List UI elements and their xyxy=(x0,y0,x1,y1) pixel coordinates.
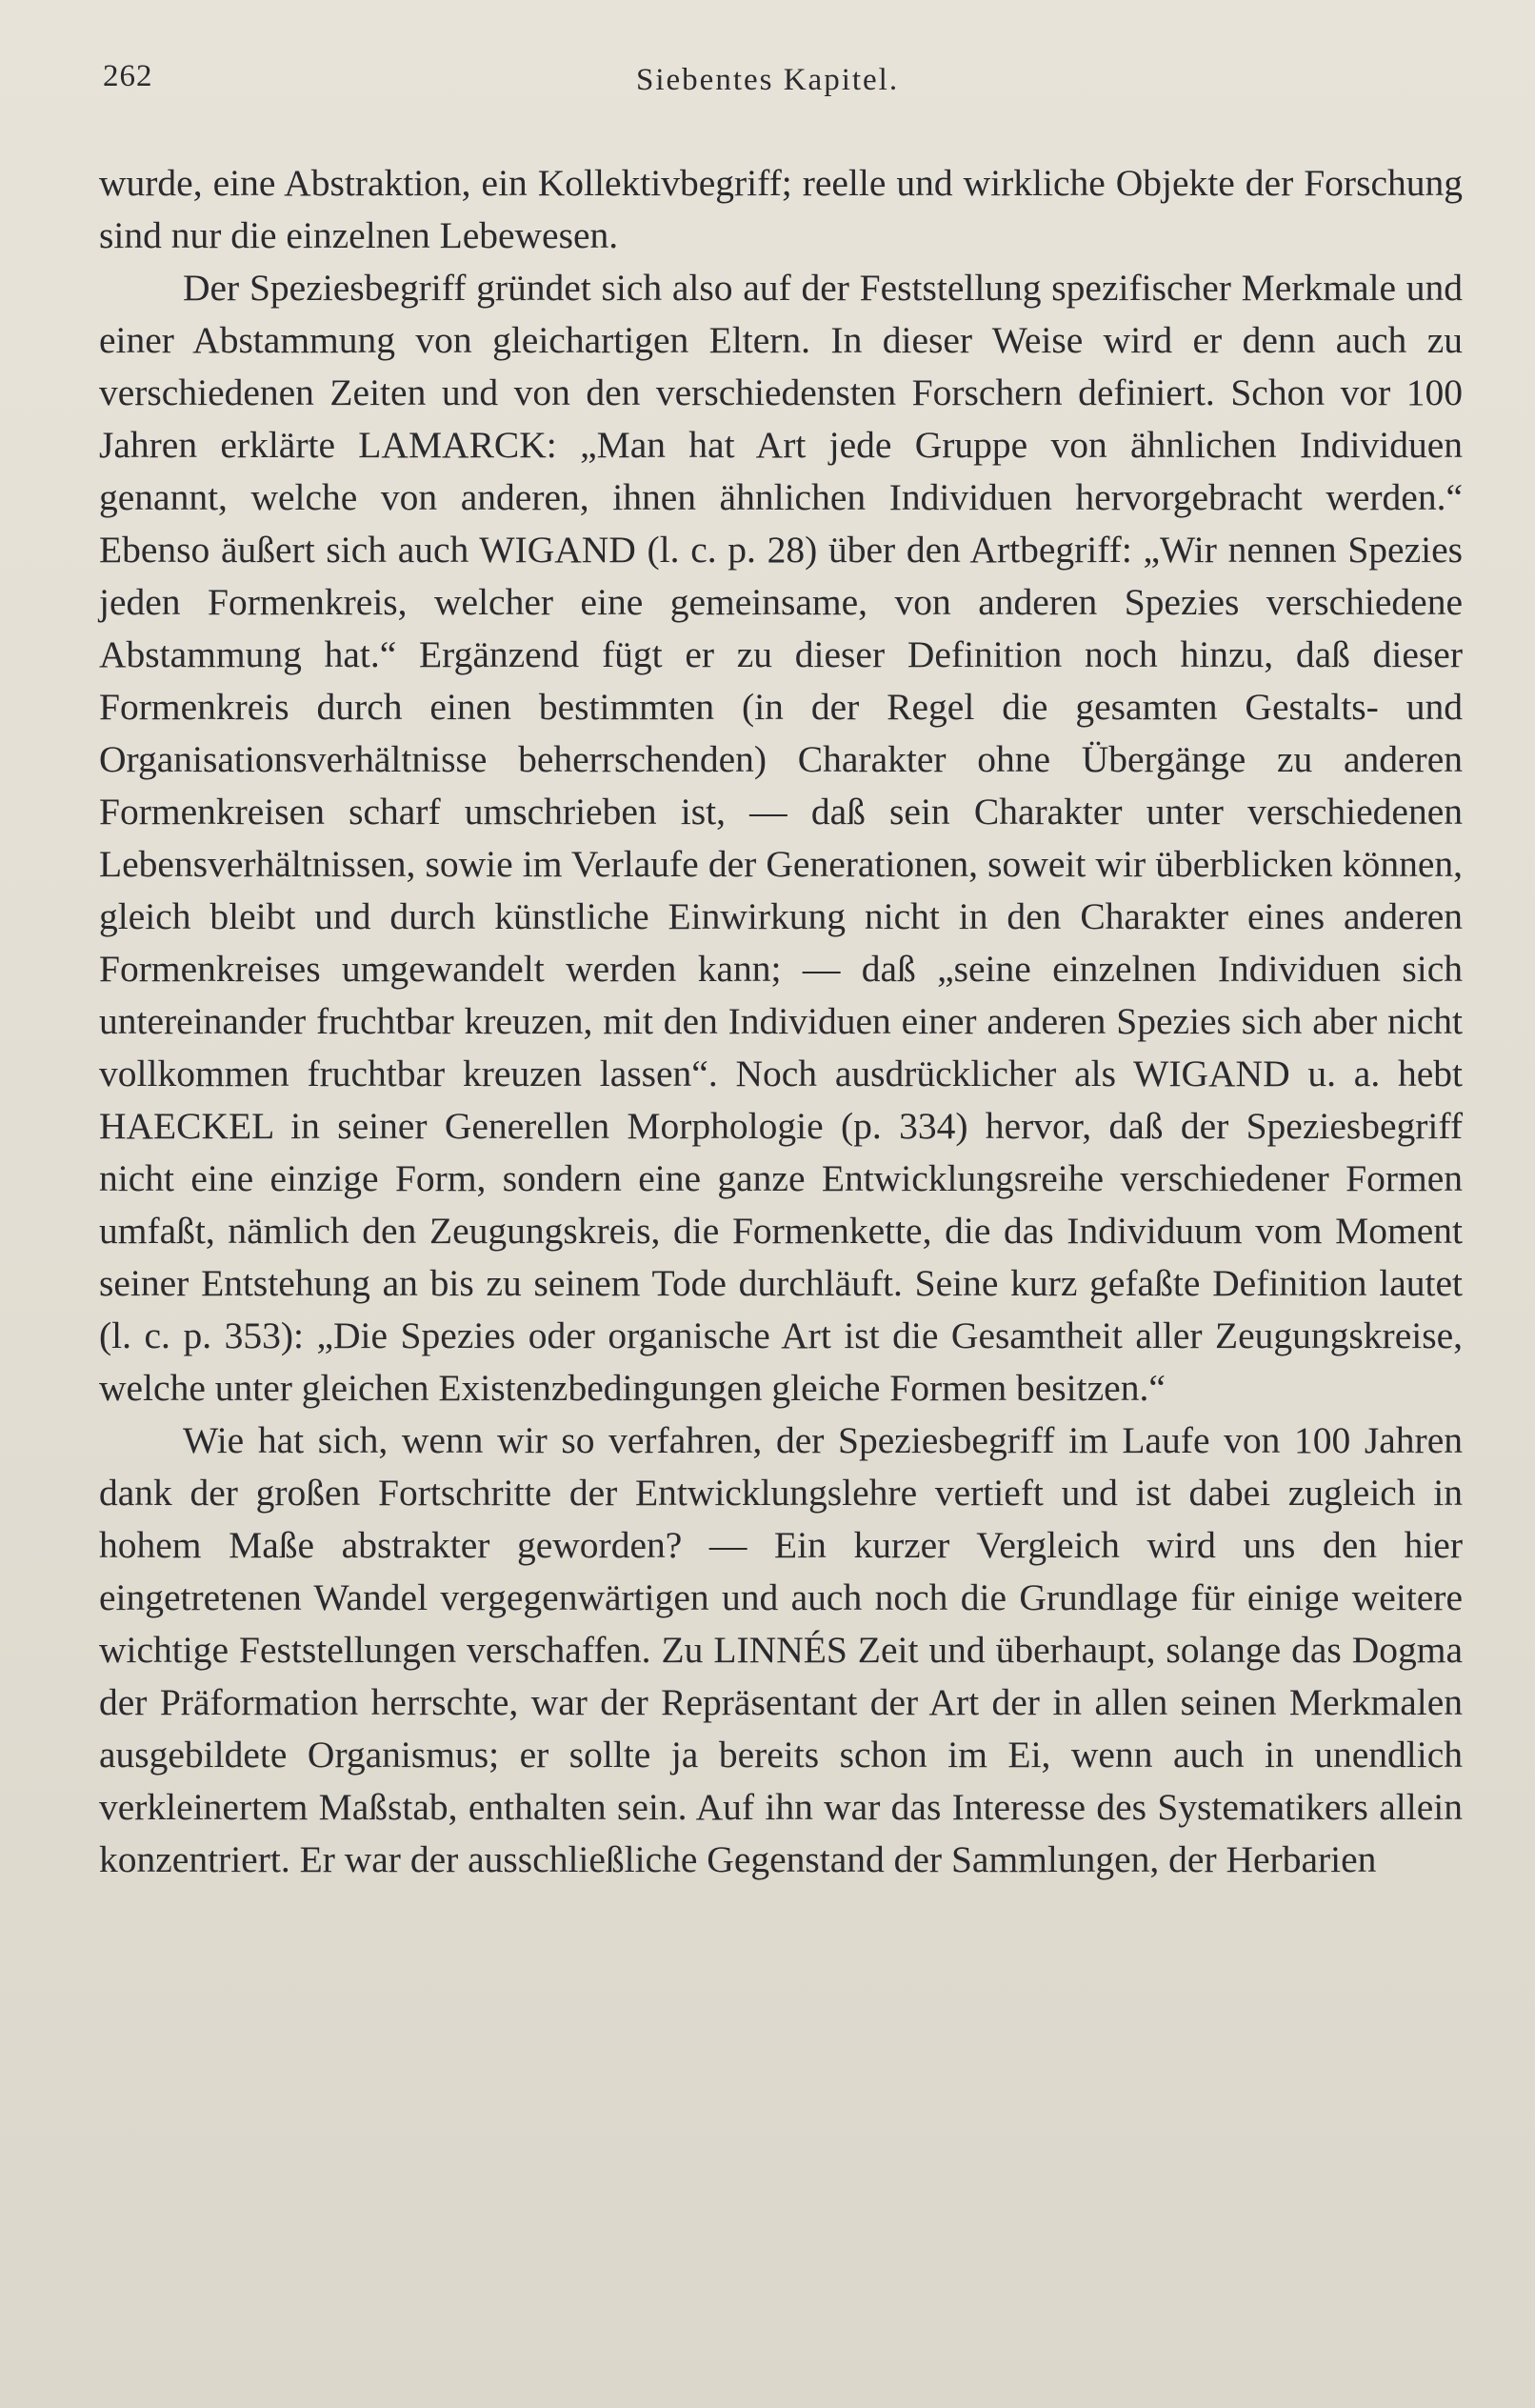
paragraph-continuation: wurde, eine Abstraktion, ein Kollektivbegriff; reelle und wirkliche Objekte der Forschung sind nur die einzelnen Lebewesen. xyxy=(99,162,1463,256)
body-text xyxy=(99,157,1463,1886)
chapter-title: Siebentes Kapitel. xyxy=(636,63,900,97)
paragraph-species-definition: Der Speziesbegriff gründet sich also auf der Feststellung spezifischer Merkmale und einer Abstammung von gleichartigen Eltern. In dieser Weise wird er denn auch zu verschiedenen Zeiten und von den verschiedensten Forschern definiert. Schon vor 100 Jahren erklärte LAMARCK: „Man hat Art jede Gruppe von ähnlichen Individuen genannt, welche von anderen, ihnen ähnlichen Individuen hervorgebracht werden.“ Ebenso äußert sich auch WIGAND (l. c. p. 28) über den Artbegriff: „Wir nennen Spezies jeden Formenkreis, welcher eine gemeinsame, von anderen Spezies verschiedene Abstammung hat.“ Ergänzend fügt er zu dieser Definition noch hinzu, daß dieser Formenkreis durch einen bestimmten (in der Regel die gesamten Gestalts- und Organisationsverhältnisse beherrschenden) Charakter ohne Übergänge zu anderen Formenkreisen scharf umschrieben ist, — daß sein Charakter unter verschiedenen Lebensverhältnissen, sowie im Verlaufe der Generationen, soweit wir überblicken können, gleich bleibt und durch künstliche Einwirkung nicht in den Charakter eines anderen Formenkreises umgewandelt werden kann; — daß „seine einzelnen Individuen sich untereinander fruchtbar kreuzen, mit den Individuen einer anderen Spezies sich aber nicht vollkommen fruchtbar kreuzen lassen“. Noch ausdrücklicher als WIGAND u. a. hebt HAECKEL in seiner Generellen Morphologie (p. 334) hervor, daß der Speziesbegriff nicht eine einzige Form, sondern eine ganze Entwicklungsreihe verschiedener Formen umfaßt, nämlich den Zeugungskreis, die Formenkette, die das Individuum vom Moment seiner Entstehung an bis zu seinem Tode durchläuft. Seine kurz gefaßte Definition lautet (l. c. p. 353): „Die Spezies oder organische Art ist die Gesamtheit aller Zeugungskreise, welche unter gleichen Existenzbedingungen gleiche Formen besitzen.“ xyxy=(99,267,1463,1409)
page-number: 262 xyxy=(103,59,153,93)
running-head xyxy=(103,59,1465,116)
paragraph-species-history: Wie hat sich, wenn wir so verfahren, der Speziesbegriff im Laufe von 100 Jahren dank der großen Fortschritte der Entwicklungslehre vertieft und ist dabei zugleich in hohem Maße abstrakter geworden? — Ein kurzer Vergleich wird uns den hier eingetretenen Wandel vergegenwärtigen und auch noch die Grundlage für einige weitere wichtige Feststellungen verschaffen. Zu LINNÉS Zeit und überhaupt, solange das Dogma der Präformation herrschte, war der Repräsentant der Art der in allen seinen Merkmalen ausgebildete Organismus; er sollte ja bereits schon im Ei, wenn auch in unendlich verkleinertem Maßstab, enthalten sein. Auf ihn war das Interesse des Systematikers allein konzentriert. Er war der ausschließliche Gegenstand der Sammlungen, der Herbarien xyxy=(99,1419,1463,1880)
